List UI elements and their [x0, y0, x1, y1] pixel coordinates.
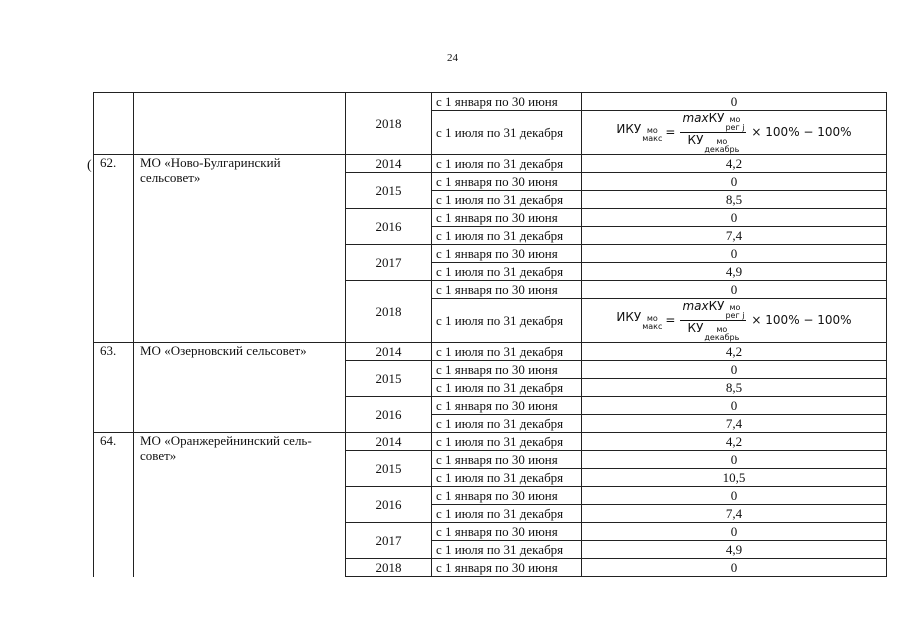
- period-cell: с 1 июля по 31 декабря: [432, 541, 582, 559]
- period-cell: с 1 июля по 31 декабря: [432, 415, 582, 433]
- year-cell: 2014: [346, 433, 432, 451]
- value-cell: 0: [582, 245, 887, 263]
- value-cell: 4,2: [582, 155, 887, 173]
- period-cell: с 1 января по 30 июня: [432, 397, 582, 415]
- row-number-cell: [94, 93, 134, 155]
- year-cell: 2015: [346, 173, 432, 209]
- period-cell: с 1 июля по 31 декабря: [432, 111, 582, 155]
- year-cell: 2018: [346, 559, 432, 577]
- year-cell: 2016: [346, 209, 432, 245]
- value-cell: 4,2: [582, 433, 887, 451]
- row-number-cell: 63.: [94, 343, 134, 433]
- year-cell: 2014: [346, 155, 432, 173]
- period-cell: с 1 июля по 31 декабря: [432, 343, 582, 361]
- data-table: [93, 92, 887, 577]
- row-number-cell: 64.: [94, 433, 134, 577]
- period-cell: с 1 июля по 31 декабря: [432, 379, 582, 397]
- value-cell: 0: [582, 281, 887, 299]
- value-cell: 0: [582, 361, 887, 379]
- year-cell: 2015: [346, 451, 432, 487]
- value-cell: 7,4: [582, 415, 887, 433]
- year-cell: 2014: [346, 343, 432, 361]
- period-cell: с 1 июля по 31 декабря: [432, 191, 582, 209]
- period-cell: с 1 января по 30 июня: [432, 559, 582, 577]
- value-cell: 8,5: [582, 379, 887, 397]
- value-cell: 0: [582, 451, 887, 469]
- period-cell: с 1 января по 30 июня: [432, 451, 582, 469]
- value-cell: 4,9: [582, 541, 887, 559]
- period-cell: с 1 января по 30 июня: [432, 173, 582, 191]
- table-row: [94, 343, 887, 361]
- year-cell: 2017: [346, 523, 432, 559]
- value-cell: 7,4: [582, 227, 887, 245]
- value-cell: 4,9: [582, 263, 887, 281]
- year-cell: 2015: [346, 361, 432, 397]
- period-cell: с 1 июля по 31 декабря: [432, 227, 582, 245]
- year-cell: 2018: [346, 93, 432, 155]
- period-cell: с 1 июля по 31 декабря: [432, 433, 582, 451]
- period-cell: с 1 июля по 31 декабря: [432, 469, 582, 487]
- period-cell: с 1 июля по 31 декабря: [432, 299, 582, 343]
- value-cell: 0: [582, 523, 887, 541]
- table-row: [94, 93, 887, 111]
- year-cell: 2016: [346, 397, 432, 433]
- year-cell: 2017: [346, 245, 432, 281]
- entity-name-cell: [134, 93, 346, 155]
- period-cell: с 1 января по 30 июня: [432, 361, 582, 379]
- entity-name-cell: МО «Озерновский сельсовет»: [134, 343, 346, 433]
- value-cell: 10,5: [582, 469, 887, 487]
- value-cell: 0: [582, 209, 887, 227]
- period-cell: с 1 января по 30 июня: [432, 245, 582, 263]
- year-cell: 2016: [346, 487, 432, 523]
- margin-mark: (: [87, 158, 92, 173]
- period-cell: с 1 января по 30 июня: [432, 523, 582, 541]
- value-cell: 0: [582, 559, 887, 577]
- value-cell: 0: [582, 487, 887, 505]
- entity-name-cell: МО «Ново-Булгаринский сельсовет»: [134, 155, 346, 343]
- period-cell: с 1 июля по 31 декабря: [432, 263, 582, 281]
- year-cell: 2018: [346, 281, 432, 343]
- table-row: [94, 433, 887, 451]
- period-cell: с 1 января по 30 июня: [432, 281, 582, 299]
- formula-cell: [582, 299, 887, 343]
- period-cell: с 1 июля по 31 декабря: [432, 155, 582, 173]
- value-cell: 8,5: [582, 191, 887, 209]
- page-number: 24: [447, 52, 458, 64]
- value-cell: 0: [582, 173, 887, 191]
- period-cell: с 1 января по 30 июня: [432, 487, 582, 505]
- period-cell: с 1 июля по 31 декабря: [432, 505, 582, 523]
- row-number-cell: 62.: [94, 155, 134, 343]
- value-cell: 0: [582, 397, 887, 415]
- table-row: [94, 155, 887, 173]
- entity-name-cell: МО «Оранжерейнинский сель-совет»: [134, 433, 346, 577]
- formula: ИКУ мо макс = max КУ мо рег j КУ мо декабрь × 100% − 100%: [616, 299, 852, 342]
- period-cell: с 1 января по 30 июня: [432, 93, 582, 111]
- value-cell: 0: [582, 93, 887, 111]
- value-cell: 7,4: [582, 505, 887, 523]
- formula: ИКУ мо макс = max КУ мо рег j КУ мо декабрь × 100% − 100%: [616, 111, 852, 154]
- period-cell: с 1 января по 30 июня: [432, 209, 582, 227]
- value-cell: 4,2: [582, 343, 887, 361]
- formula-cell: [582, 111, 887, 155]
